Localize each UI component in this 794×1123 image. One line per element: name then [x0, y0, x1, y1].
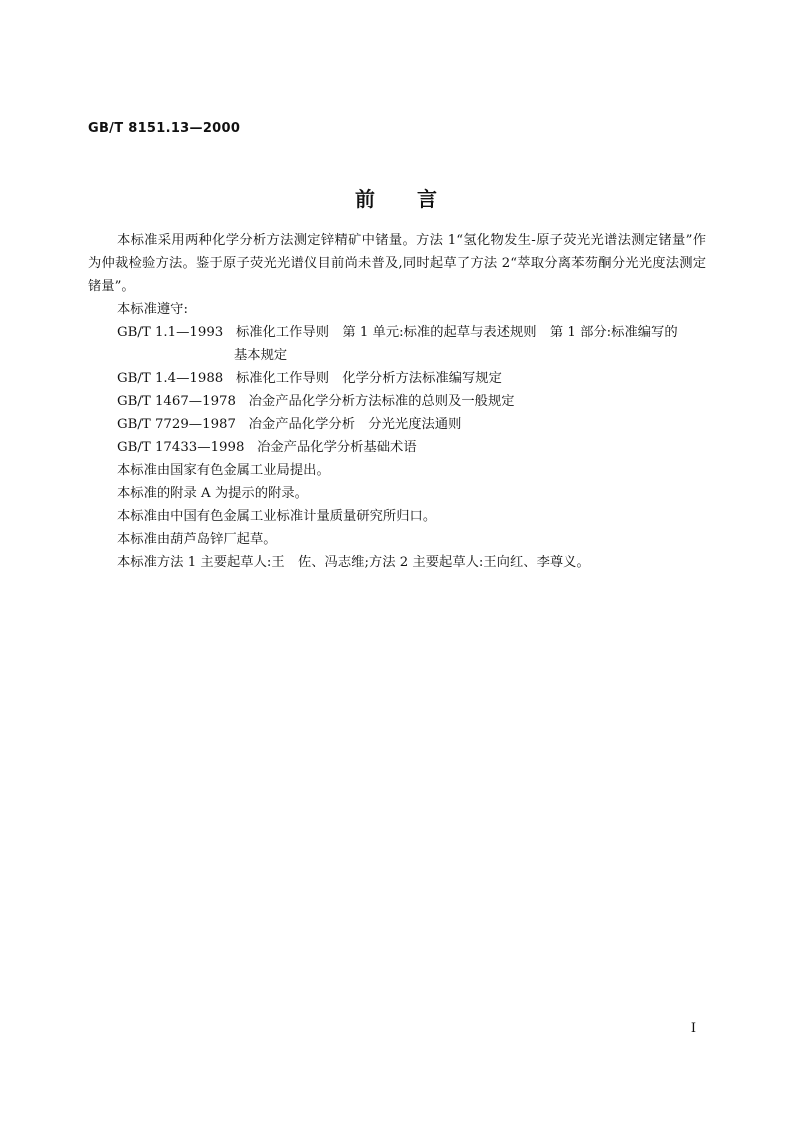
- standard-number: GB/T 8151.13—2000: [88, 121, 241, 136]
- reference-code: GB/T 1.1—1993: [117, 325, 224, 340]
- reference-title: 标准化工作导则 化学分析方法标准编写规定: [235, 371, 502, 386]
- title-char-2: 言: [417, 187, 439, 211]
- reference-title: 冶金产品化学分析方法标准的总则及一般规定: [248, 394, 515, 409]
- reference-code: GB/T 1467—1978: [117, 394, 236, 409]
- paragraph: 本标准由中国有色金属工业标准计量质量研究所归口。: [117, 509, 437, 524]
- paragraph: 本标准由国家有色金属工业局提出。: [117, 463, 330, 478]
- reference-item: [88, 436, 706, 459]
- reference-title: 标准化工作导则 第 1 单元:标准的起草与表述规则 第 1 部分:标准编写的: [235, 325, 678, 340]
- reference-title: 冶金产品化学分析基础术语: [257, 440, 417, 455]
- reference-item: [88, 390, 706, 413]
- compliance-label: 本标准遵守:: [117, 302, 188, 317]
- reference-item: [88, 367, 706, 390]
- reference-item: [88, 413, 706, 436]
- reference-code: GB/T 7729—1987: [117, 417, 236, 432]
- paragraph: 本标准由葫芦岛锌厂起草。: [117, 532, 277, 547]
- paragraph: 本标准方法 1 主要起草人:王 佐、冯志维;方法 2 主要起草人:王向红、李尊义。: [117, 555, 590, 570]
- reference-code: GB/T 1.4—1988: [117, 371, 224, 386]
- reference-continuation: 基本规定: [234, 348, 288, 363]
- reference-code: GB/T 17433—1998: [117, 440, 245, 455]
- reference-title: 冶金产品化学分析 分光光度法通则: [248, 417, 462, 432]
- reference-item: [88, 321, 706, 344]
- page-number: I: [690, 1021, 696, 1036]
- foreword-body: [88, 229, 706, 574]
- intro-paragraph: 本标准采用两种化学分析方法测定锌精矿中锗量。方法 1“氢化物发生-原子荧光光谱法测定锗量”作为仲裁检验方法。鉴于原子荧光光谱仪目前尚未普及,同时起草了方法 2“萃取分离苯芴酮分光光度法测定锗量”。: [88, 233, 706, 294]
- paragraph: 本标准的附录 A 为提示的附录。: [117, 486, 308, 501]
- page-title: [0, 183, 794, 212]
- title-char-1: 前: [355, 187, 377, 211]
